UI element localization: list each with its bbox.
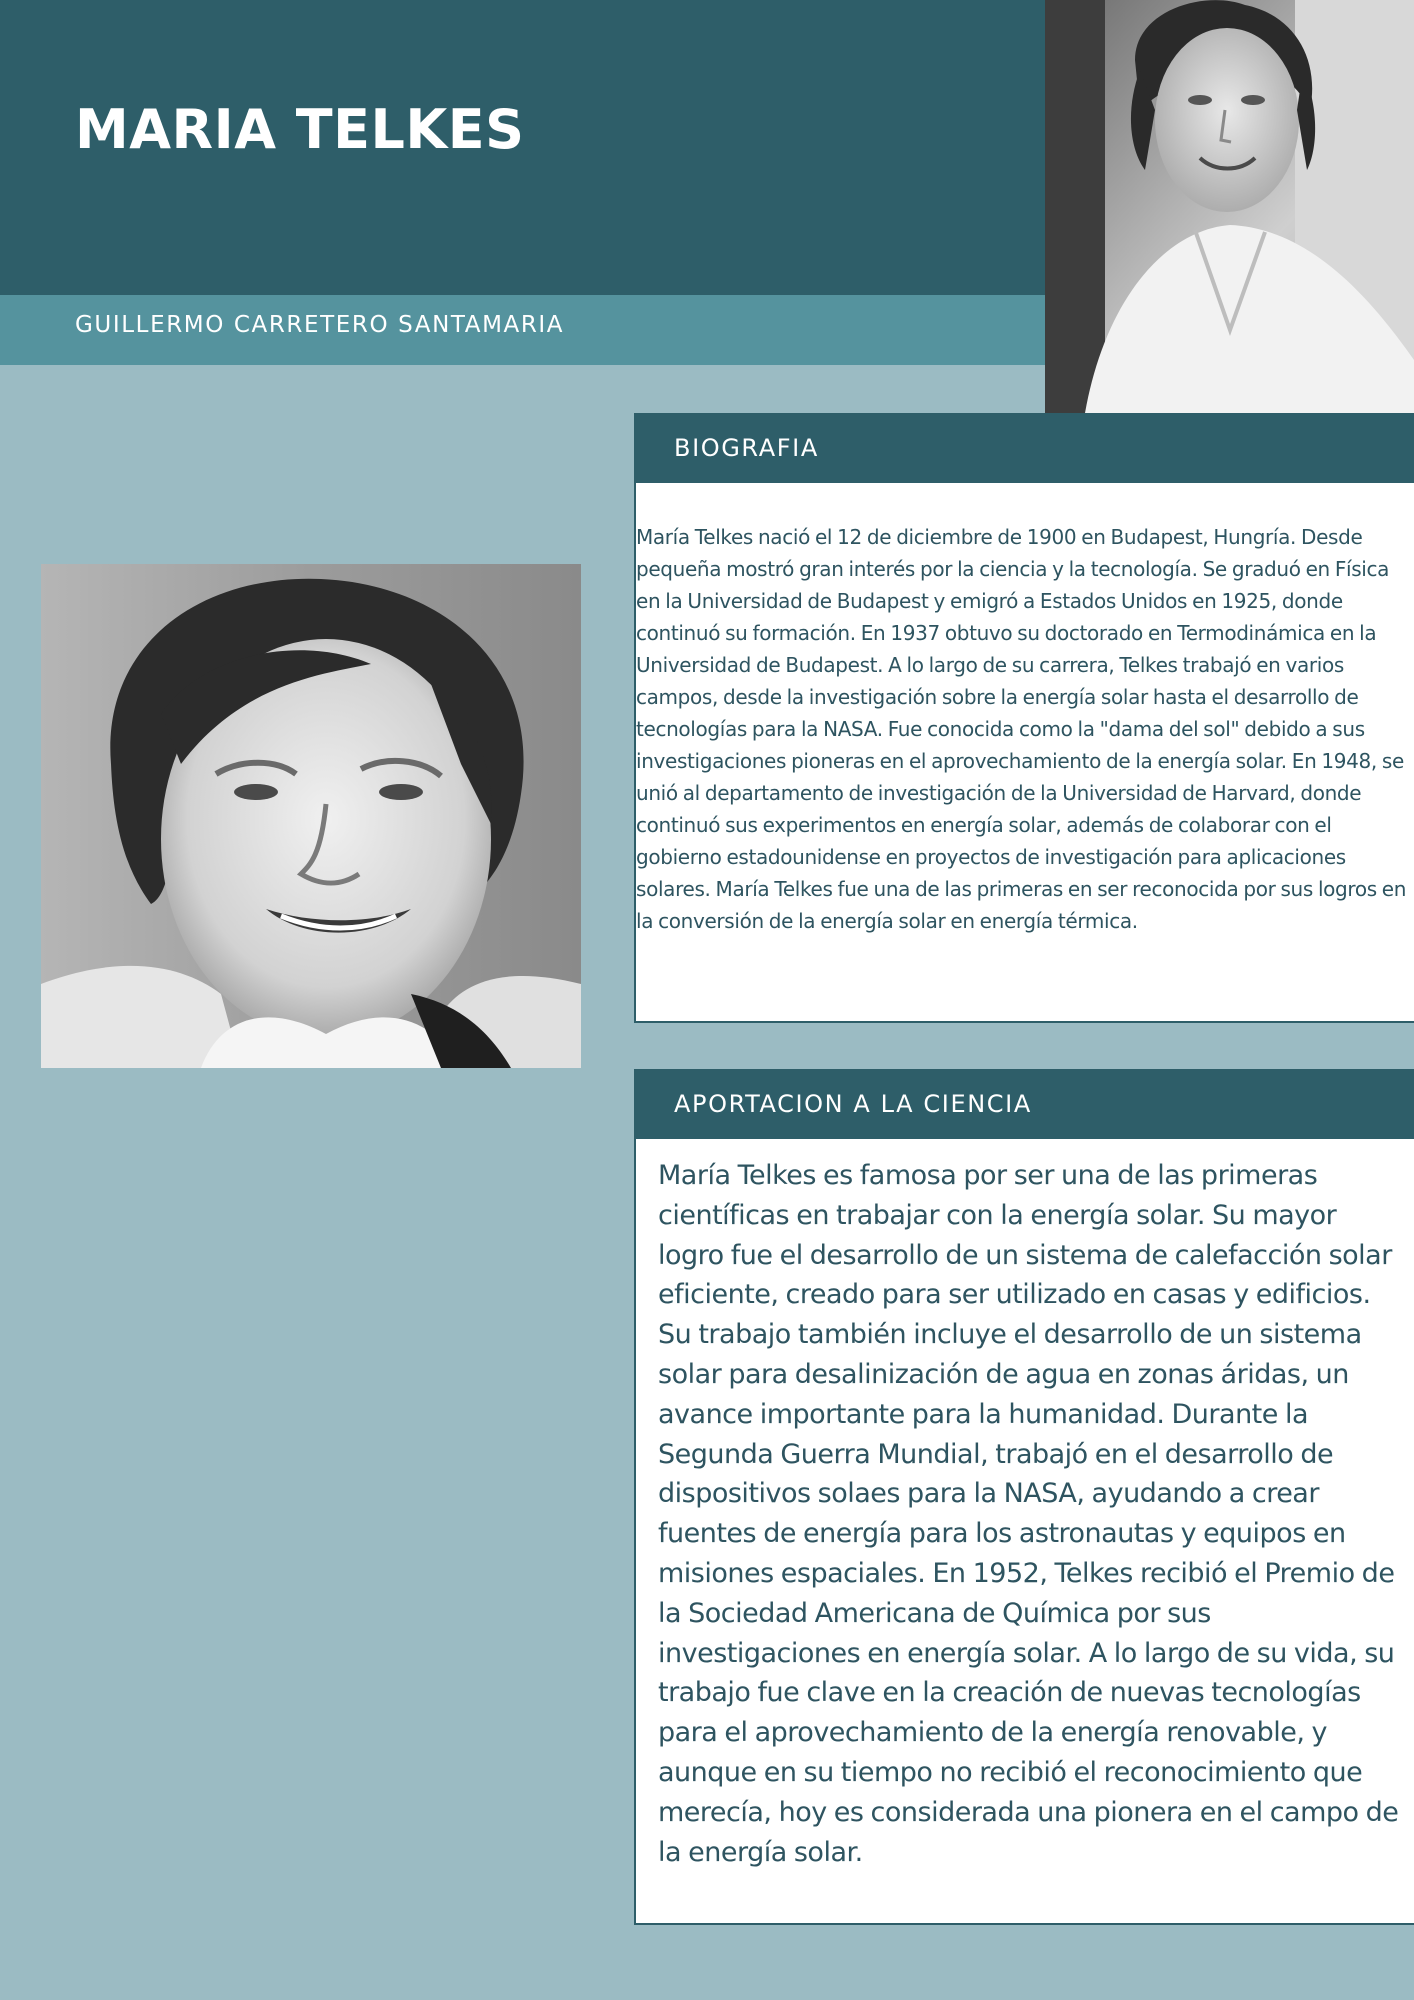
section-heading-biografia: BIOGRAFIA xyxy=(634,413,1414,483)
text-line: avance importante para la humanidad. Durante la xyxy=(658,1398,1309,1430)
text-line: fuentes de energía para los astronautas y equipos en xyxy=(658,1518,1346,1550)
text-line: logro fue el desarrollo de un sistema de calefacción solar xyxy=(658,1239,1392,1271)
text-line: misiones espaciales. En 1952, Telkes recibió el Premio de xyxy=(658,1557,1395,1589)
text-line: la energía solar. xyxy=(658,1836,863,1868)
text-line: para el aprovechamiento de la energía renovable, y xyxy=(658,1717,1327,1749)
portrait-photo-top xyxy=(1045,0,1414,413)
author-name: GUILLERMO CARRETERO SANTAMARIA xyxy=(75,312,565,338)
biografia-box xyxy=(634,483,1414,1023)
aportacion-text xyxy=(658,1156,1414,1872)
text-line: trabajo fue clave en la creación de nuevas tecnologías xyxy=(658,1677,1361,1709)
text-line: María Telkes es famosa por ser una de las primeras xyxy=(658,1160,1318,1191)
text-line: Segunda Guerra Mundial, trabajó en el desarrollo de xyxy=(658,1438,1334,1470)
biografia-text: María Telkes nació el 12 de diciembre de 1900 en Budapest, Hungría. Desde pequeña mostró gran interés por la ciencia y la tecnología. Se graduó en Física en la Universidad de Budapest y emigró a Estados Unidos en 1925, donde continuó su formación. En 1937 obtuvo su doctorado en Termodinámica en la Universidad de Budapest. A lo largo de su carrera, Telkes trabajó en varios campos, desde la investigación sobre la energía solar hasta el desarrollo de tecnologías para la NASA. Fue conocida como la "dama del sol" debido a sus investigaciones pioneras en el aprovechamiento de la energía solar. En 1948, se unió al departamento de investigación de la Universidad de Harvard, donde continuó sus experimentos en energía solar, además de colaborar con el gobierno estadounidense en proyectos de investigación para aplicaciones solares. María Telkes fue una de las primeras en ser reconocida por sus logros en la conversión de la energía solar en energía térmica. xyxy=(636,525,1407,933)
section-heading-aportacion: APORTACION A LA CIENCIA xyxy=(634,1069,1414,1139)
text-line: la Sociedad Americana de Química por sus xyxy=(658,1597,1211,1629)
text-line: solar para desalinización de agua en zonas áridas, un xyxy=(658,1358,1349,1390)
text-line: aunque en su tiempo no recibió el reconocimiento que xyxy=(658,1756,1363,1788)
text-line: investigaciones en energía solar. A lo largo de su vida, su xyxy=(658,1637,1395,1669)
portrait-photo-closeup xyxy=(41,564,581,1068)
text-line: eficiente, creado para ser utilizado en casas y edificios. xyxy=(658,1279,1371,1311)
text-line: dispositivos solaes para la NASA, ayudando a crear xyxy=(658,1478,1319,1510)
text-line: científicas en trabajar con la energía solar. Su mayor xyxy=(658,1199,1337,1231)
aportacion-box xyxy=(634,1139,1414,1925)
text-line: Su trabajo también incluye el desarrollo de un sistema xyxy=(658,1319,1362,1351)
page-title: MARIA TELKES xyxy=(75,98,525,161)
text-line: merecía, hoy es considerada una pionera en el campo de xyxy=(658,1796,1399,1828)
